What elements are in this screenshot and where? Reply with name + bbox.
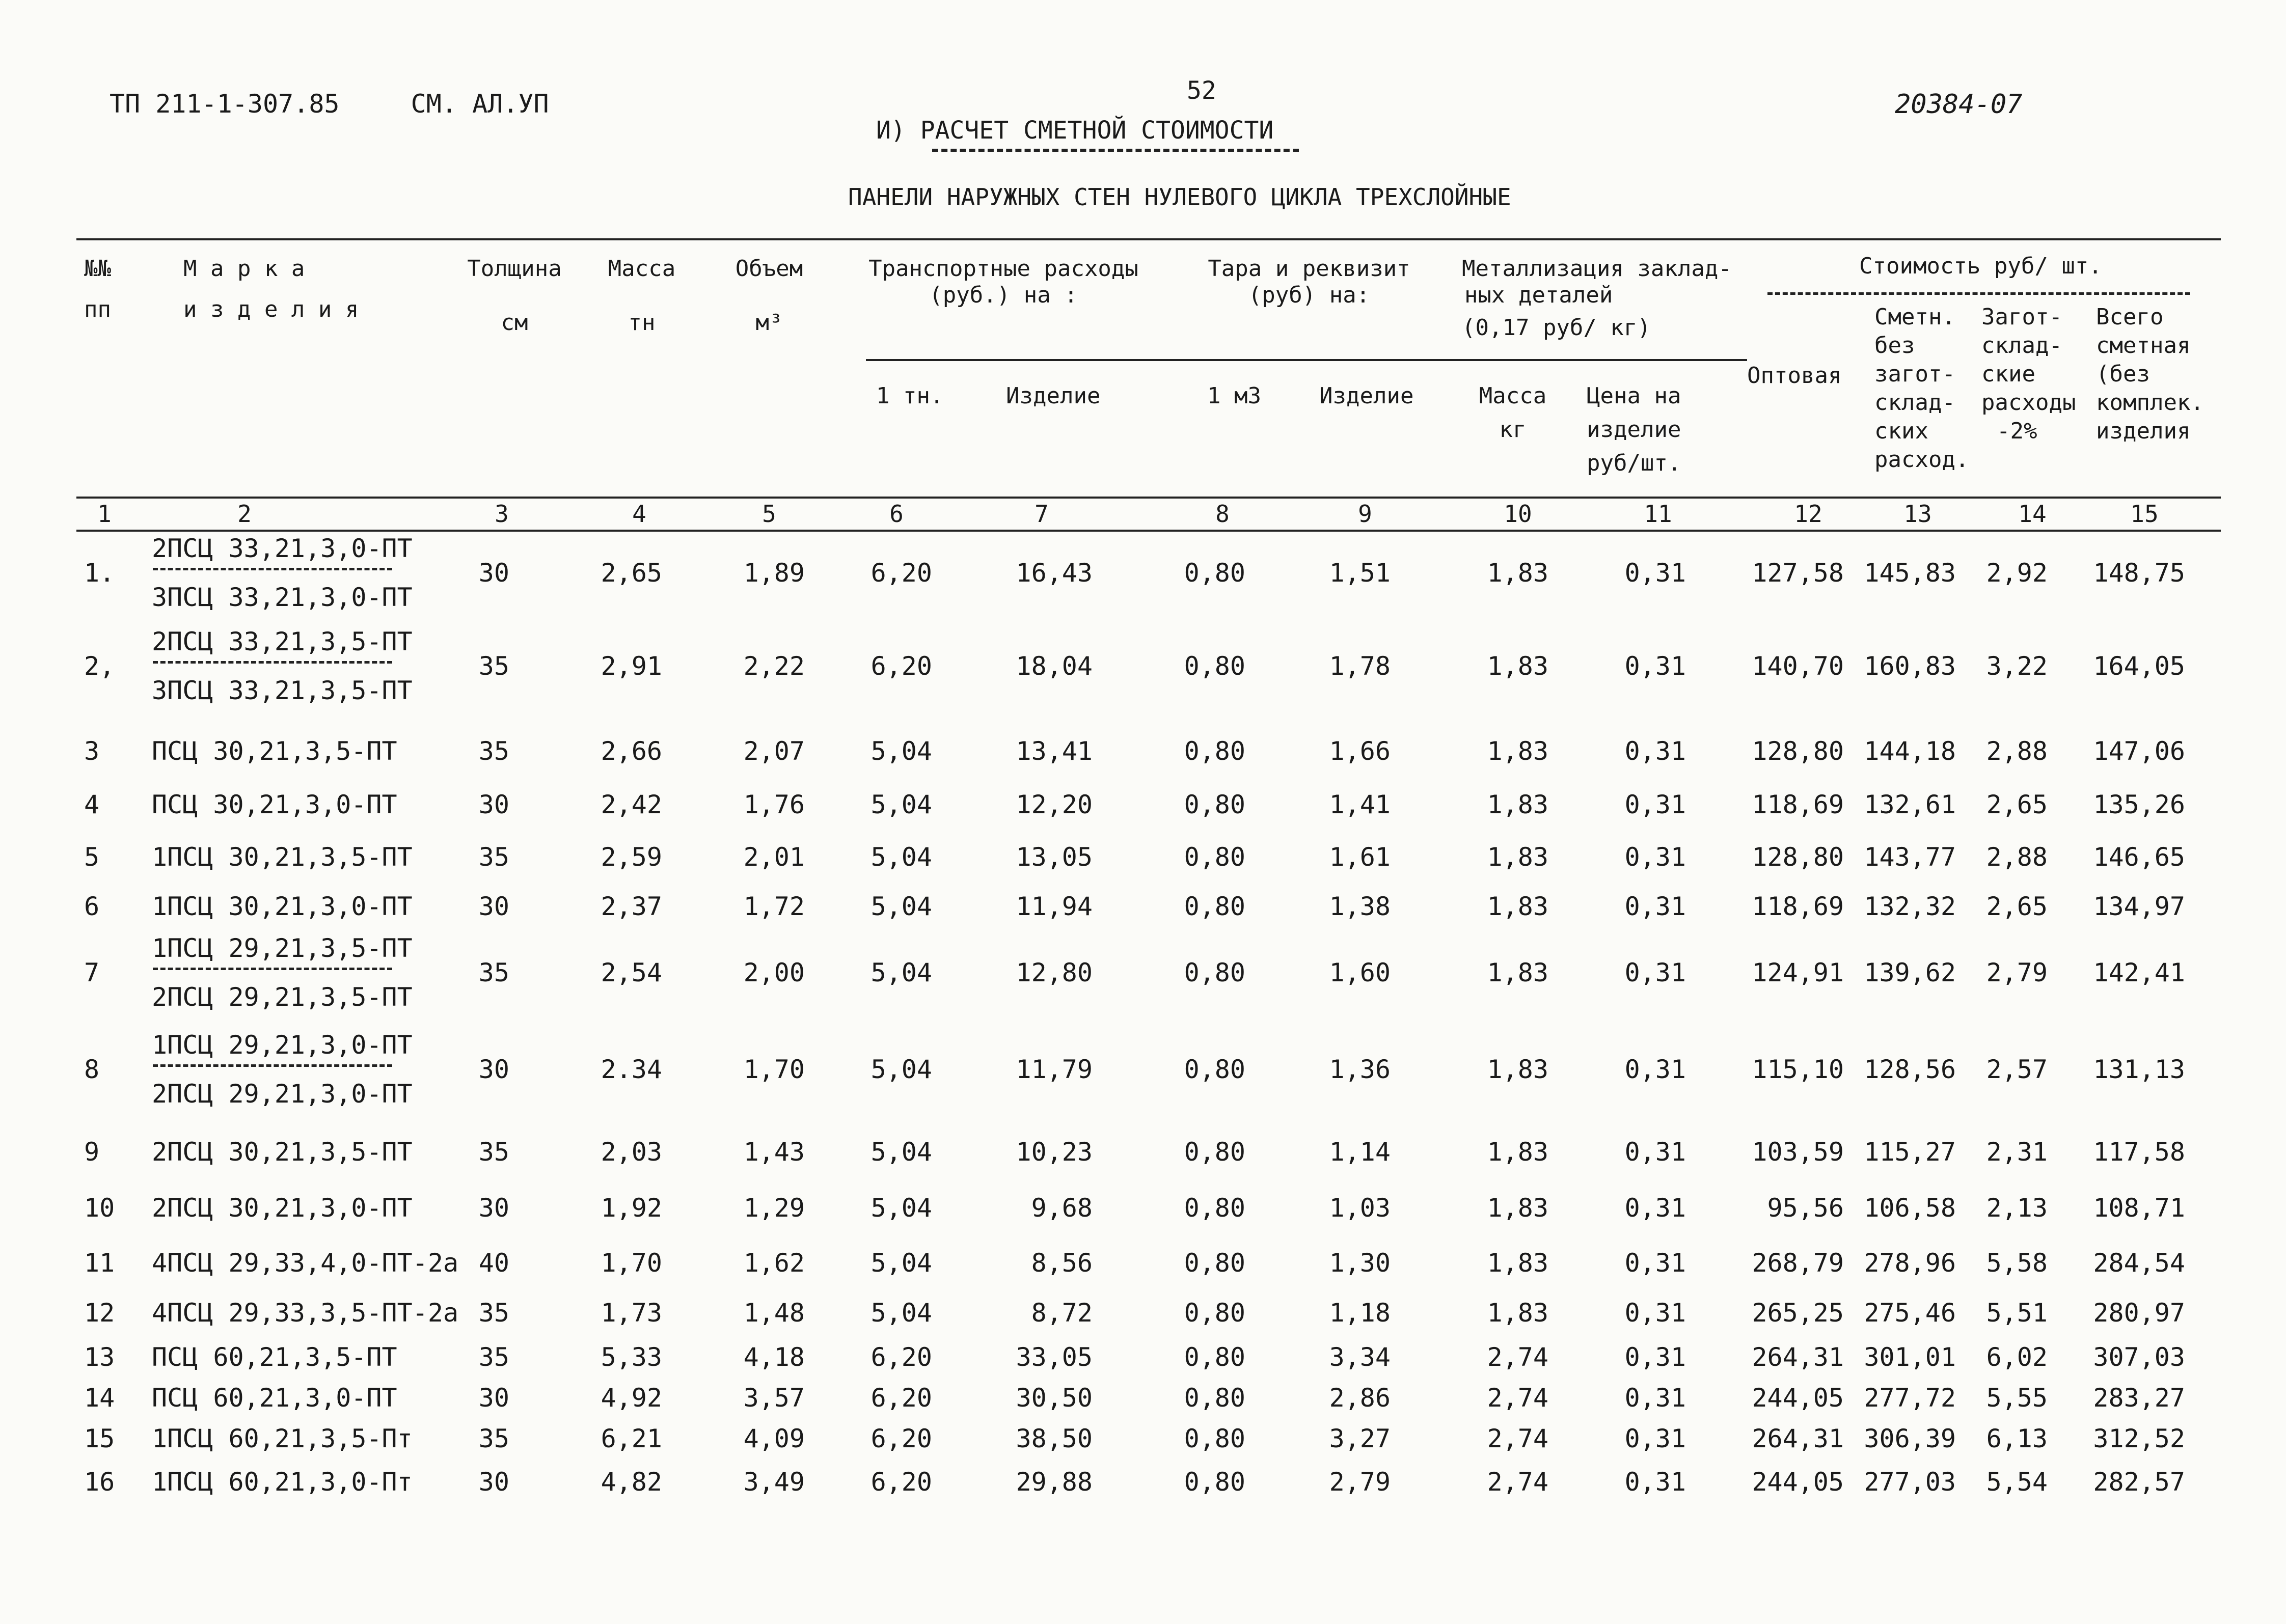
table-cell: 1,03 — [1329, 1193, 1391, 1223]
table-cell: 2,65 — [1986, 790, 2048, 819]
product-mark: 1ПСЦ 30,21,3,5-ПТ — [152, 842, 413, 872]
table-cell: 106,58 — [1864, 1193, 1956, 1223]
table-cell: 108,71 — [2093, 1193, 2185, 1223]
table-cell: 139,62 — [1864, 958, 1956, 987]
page-number: 52 — [1187, 76, 1216, 105]
column-number: 12 — [1794, 500, 1822, 528]
col-num-header: №№ пп — [84, 256, 111, 322]
table-cell: 1,36 — [1329, 1055, 1391, 1084]
table-cell: 6,20 — [870, 651, 932, 681]
table-cell: 0,31 — [1624, 558, 1686, 588]
table-cell: 0,80 — [1184, 1342, 1245, 1372]
title-underline — [932, 149, 1299, 152]
table-cell: 3,34 — [1329, 1342, 1391, 1372]
table-cell: 1,83 — [1487, 892, 1548, 921]
table-cell: 1,51 — [1329, 558, 1391, 588]
product-mark: 1ПСЦ 60,21,3,0-Пт — [152, 1467, 413, 1497]
column-number: 15 — [2130, 500, 2159, 528]
table-cell: 2,13 — [1986, 1193, 2048, 1223]
col-metal-header: Металлизация заклад- ных деталей (0,17 руб/ кг) — [1462, 256, 1732, 341]
table-cell: 2,74 — [1487, 1424, 1548, 1453]
table-cell: 5,04 — [870, 790, 932, 819]
table-cell: 283,27 — [2093, 1383, 2185, 1413]
column-number: 9 — [1358, 500, 1372, 528]
table-cell: 5,04 — [870, 1248, 932, 1278]
row-number: 16 — [84, 1467, 115, 1497]
row-number: 7 — [84, 958, 100, 987]
table-cell: 30 — [478, 892, 509, 921]
row-number: 8 — [84, 1055, 100, 1084]
table-cell: 301,01 — [1864, 1342, 1956, 1372]
table-cell: 29,88 — [1016, 1467, 1093, 1497]
table-cell: 140,70 — [1752, 651, 1844, 681]
table-cell: 2,57 — [1986, 1055, 2048, 1084]
table-cell: 10,23 — [1016, 1137, 1093, 1167]
table-cell: 0,31 — [1624, 1383, 1686, 1413]
table-cell: 5,54 — [1986, 1467, 2048, 1497]
table-cell: 6,13 — [1986, 1424, 2048, 1453]
mark-divider — [153, 1064, 392, 1067]
table-cell: 5,51 — [1986, 1298, 2048, 1328]
table-cell: 118,69 — [1752, 892, 1844, 921]
column-number: 5 — [762, 500, 776, 528]
col-tare-m3: 1 м3 — [1207, 383, 1261, 409]
table-cell: 2,00 — [743, 958, 805, 987]
table-cell: 1,38 — [1329, 892, 1391, 921]
table-cell: 2,54 — [601, 958, 662, 987]
product-mark-alt: 2ПСЦ 29,21,3,0-ПТ — [152, 1079, 413, 1109]
table-cell: 1,18 — [1329, 1298, 1391, 1328]
table-cell: 282,57 — [2093, 1467, 2185, 1497]
product-mark: ПСЦ 60,21,3,0-ПТ — [152, 1383, 397, 1413]
row-number: 3 — [84, 736, 100, 766]
table-cell: 3,22 — [1986, 651, 2048, 681]
table-cell: 11,94 — [1016, 892, 1093, 921]
table-cell: 280,97 — [2093, 1298, 2185, 1328]
sheet-ref: СМ. АЛ.УП — [411, 89, 549, 119]
table-cell: 4,92 — [601, 1383, 662, 1413]
table-cell: 35 — [478, 1424, 509, 1453]
table-cell: 4,09 — [743, 1424, 805, 1453]
page-subtitle: ПАНЕЛИ НАРУЖНЫХ СТЕН НУЛЕВОГО ЦИКЛА ТРЕХСЛОЙНЫЕ — [848, 183, 1511, 211]
table-cell: 9,68 — [1031, 1193, 1093, 1223]
table-cell: 35 — [478, 1298, 509, 1328]
row-number: 14 — [84, 1383, 115, 1413]
product-mark: 1ПСЦ 30,21,3,0-ПТ — [152, 892, 413, 921]
col-tare-item: Изделие — [1319, 383, 1414, 409]
table-cell: 0,31 — [1624, 1424, 1686, 1453]
row-number: 5 — [84, 842, 100, 872]
table-cell: 147,06 — [2093, 736, 2185, 766]
row-number: 10 — [84, 1193, 115, 1223]
row-number: 15 — [84, 1424, 115, 1453]
product-mark: 1ПСЦ 29,21,3,0-ПТ — [152, 1030, 413, 1060]
product-mark: ПСЦ 30,21,3,5-ПТ — [152, 736, 397, 766]
table-cell: 244,05 — [1752, 1383, 1844, 1413]
table-cell: 284,54 — [2093, 1248, 2185, 1278]
table-cell: 6,21 — [601, 1424, 662, 1453]
table-cell: 1,83 — [1487, 1055, 1548, 1084]
table-cell: 103,59 — [1752, 1137, 1844, 1167]
table-cell: 115,27 — [1864, 1137, 1956, 1167]
table-cell: 117,58 — [2093, 1137, 2185, 1167]
column-number: 3 — [495, 500, 509, 528]
table-cell: 0,31 — [1624, 1137, 1686, 1167]
table-cell: 3,57 — [743, 1383, 805, 1413]
col-thickness-header: Толщина см — [467, 256, 562, 336]
table-cell: 2,79 — [1329, 1467, 1391, 1497]
table-cell: 35 — [478, 651, 509, 681]
table-cell: 6,20 — [870, 1424, 932, 1453]
product-mark: ПСЦ 30,21,3,0-ПТ — [152, 790, 397, 819]
col-mark-header: М а р к а и з д е л и я — [183, 256, 359, 322]
table-cell: 35 — [478, 736, 509, 766]
table-cell: 1,83 — [1487, 958, 1548, 987]
product-mark-alt: 3ПСЦ 33,21,3,0-ПТ — [152, 583, 413, 612]
table-cell: 4,82 — [601, 1467, 662, 1497]
table-cell: 2.34 — [601, 1055, 662, 1084]
row-number: 11 — [84, 1248, 115, 1278]
table-cell: 0,31 — [1624, 958, 1686, 987]
table-cell: 0,80 — [1184, 1055, 1245, 1084]
table-cell: 2,74 — [1487, 1342, 1548, 1372]
table-cell: 0,80 — [1184, 892, 1245, 921]
mark-divider — [153, 968, 392, 970]
table-cell: 1,78 — [1329, 651, 1391, 681]
table-cell: 1,62 — [743, 1248, 805, 1278]
product-mark: ПСЦ 60,21,3,5-ПТ — [152, 1342, 397, 1372]
table-cell: 0,80 — [1184, 736, 1245, 766]
col-tare-header: Тара и реквизит (руб) на: — [1208, 256, 1410, 308]
table-cell: 264,31 — [1752, 1424, 1844, 1453]
table-cell: 278,96 — [1864, 1248, 1956, 1278]
mark-divider — [153, 568, 392, 570]
column-number: 14 — [2018, 500, 2047, 528]
product-mark: 4ПСЦ 29,33,4,0-ПТ-2а — [152, 1248, 459, 1278]
table-cell: 2,31 — [1986, 1137, 2048, 1167]
col-metal-price: Цена на изделие руб/шт. — [1587, 383, 1681, 476]
subheader-rule — [866, 359, 1747, 361]
table-cell: 0,31 — [1624, 1342, 1686, 1372]
table-cell: 0,31 — [1624, 651, 1686, 681]
table-cell: 145,83 — [1864, 558, 1956, 588]
table-cell: 0,80 — [1184, 1424, 1245, 1453]
table-cell: 1,76 — [743, 790, 805, 819]
table-cell: 2,79 — [1986, 958, 2048, 987]
table-cell: 160,83 — [1864, 651, 1956, 681]
table-cell: 1,48 — [743, 1298, 805, 1328]
table-cell: 2,59 — [601, 842, 662, 872]
table-cell: 268,79 — [1752, 1248, 1844, 1278]
doc-code: ТП 211-1-307.85 — [110, 89, 340, 119]
cost-group-dashed-rule — [1767, 292, 2190, 295]
table-cell: 3,49 — [743, 1467, 805, 1497]
table-cell: 244,05 — [1752, 1467, 1844, 1497]
row-number: 6 — [84, 892, 100, 921]
table-cell: 277,03 — [1864, 1467, 1956, 1497]
table-cell: 275,46 — [1864, 1298, 1956, 1328]
table-cell: 118,69 — [1752, 790, 1844, 819]
table-cell: 6,20 — [870, 1342, 932, 1372]
table-cell: 0,80 — [1184, 1193, 1245, 1223]
table-cell: 13,41 — [1016, 736, 1093, 766]
table-cell: 2,01 — [743, 842, 805, 872]
table-cell: 0,80 — [1184, 1248, 1245, 1278]
table-cell: 0,31 — [1624, 1248, 1686, 1278]
table-cell: 6,20 — [870, 558, 932, 588]
table-cell: 95,56 — [1767, 1193, 1844, 1223]
table-cell: 2,22 — [743, 651, 805, 681]
table-cell: 0,80 — [1184, 1383, 1245, 1413]
table-cell: 5,04 — [870, 736, 932, 766]
doc-number: 20384-07 — [1895, 89, 2023, 120]
table-cell: 1,83 — [1487, 842, 1548, 872]
table-cell: 127,58 — [1752, 558, 1844, 588]
column-number: 7 — [1035, 500, 1049, 528]
row-number: 2, — [84, 651, 115, 681]
table-cell: 1,83 — [1487, 558, 1548, 588]
table-cell: 6,20 — [870, 1467, 932, 1497]
table-cell: 5,33 — [601, 1342, 662, 1372]
table-cell: 0,31 — [1624, 892, 1686, 921]
table-cell: 134,97 — [2093, 892, 2185, 921]
table-cell: 148,75 — [2093, 558, 2185, 588]
table-cell: 5,04 — [870, 892, 932, 921]
table-cell: 0,80 — [1184, 558, 1245, 588]
table-cell: 312,52 — [2093, 1424, 2185, 1453]
table-cell: 131,13 — [2093, 1055, 2185, 1084]
column-number: 6 — [889, 500, 904, 528]
table-cell: 30,50 — [1016, 1383, 1093, 1413]
product-mark: 2ПСЦ 30,21,3,0-ПТ — [152, 1193, 413, 1223]
table-cell: 0,80 — [1184, 1467, 1245, 1497]
column-number: 2 — [237, 500, 252, 528]
table-cell: 1,72 — [743, 892, 805, 921]
table-cell: 5,04 — [870, 842, 932, 872]
table-cell: 38,50 — [1016, 1424, 1093, 1453]
row-number: 1. — [84, 558, 115, 588]
table-cell: 0,31 — [1624, 1193, 1686, 1223]
table-cell: 30 — [478, 1055, 509, 1084]
table-cell: 2,07 — [743, 736, 805, 766]
col-estimate-no-ws: Сметн. без загот- склад- ских расход. — [1874, 304, 1969, 473]
table-cell: 1,43 — [743, 1137, 805, 1167]
table-cell: 132,61 — [1864, 790, 1956, 819]
table-cell: 0,80 — [1184, 651, 1245, 681]
table-cell: 16,43 — [1016, 558, 1093, 588]
table-cell: 1,83 — [1487, 651, 1548, 681]
table-cell: 142,41 — [2093, 958, 2185, 987]
table-cell: 30 — [478, 1193, 509, 1223]
col-transport-header: Транспортные расходы (руб.) на : — [868, 256, 1138, 308]
table-cell: 18,04 — [1016, 651, 1093, 681]
product-mark-alt: 3ПСЦ 33,21,3,5-ПТ — [152, 676, 413, 705]
table-cell: 1,83 — [1487, 790, 1548, 819]
table-cell: 264,31 — [1752, 1342, 1844, 1372]
col-warehouse-expenses: Загот- склад- ские расходы -2% — [1981, 304, 2076, 444]
mark-divider — [153, 661, 392, 664]
table-cell: 0,80 — [1184, 842, 1245, 872]
table-cell: 1,61 — [1329, 842, 1391, 872]
table-cell: 306,39 — [1864, 1424, 1956, 1453]
column-number: 1 — [97, 500, 112, 528]
table-cell: 5,04 — [870, 958, 932, 987]
table-cell: 0,31 — [1624, 1467, 1686, 1497]
table-cell: 33,05 — [1016, 1342, 1093, 1372]
table-cell: 277,72 — [1864, 1383, 1956, 1413]
table-cell: 2,74 — [1487, 1383, 1548, 1413]
table-cell: 1,73 — [601, 1298, 662, 1328]
table-cell: 143,77 — [1864, 842, 1956, 872]
table-cell: 124,91 — [1752, 958, 1844, 987]
table-cell: 1,41 — [1329, 790, 1391, 819]
table-cell: 0,31 — [1624, 842, 1686, 872]
table-cell: 2,03 — [601, 1137, 662, 1167]
product-mark: 2ПСЦ 33,21,3,0-ПТ — [152, 534, 413, 563]
table-cell: 2,92 — [1986, 558, 2048, 588]
table-cell: 35 — [478, 958, 509, 987]
row-number: 13 — [84, 1342, 115, 1372]
table-cell: 11,79 — [1016, 1055, 1093, 1084]
table-cell: 0,31 — [1624, 1298, 1686, 1328]
header-bottom-rule — [76, 497, 2221, 499]
table-cell: 146,65 — [2093, 842, 2185, 872]
table-cell: 40 — [478, 1248, 509, 1278]
table-cell: 5,55 — [1986, 1383, 2048, 1413]
table-cell: 0,80 — [1184, 1298, 1245, 1328]
table-cell: 144,18 — [1864, 736, 1956, 766]
table-cell: 128,56 — [1864, 1055, 1956, 1084]
table-cell: 8,56 — [1031, 1248, 1093, 1278]
table-cell: 2,74 — [1487, 1467, 1548, 1497]
table-cell: 0,31 — [1624, 1055, 1686, 1084]
row-number: 12 — [84, 1298, 115, 1328]
table-cell: 30 — [478, 1467, 509, 1497]
table-cell: 12,20 — [1016, 790, 1093, 819]
table-cell: 0,80 — [1184, 958, 1245, 987]
col-transport-item: Изделие — [1006, 383, 1101, 409]
table-cell: 1,89 — [743, 558, 805, 588]
table-cell: 0,31 — [1624, 790, 1686, 819]
table-cell: 2,65 — [1986, 892, 2048, 921]
table-cell: 5,04 — [870, 1137, 932, 1167]
table-cell: 0,31 — [1624, 736, 1686, 766]
product-mark: 4ПСЦ 29,33,3,5-ПТ-2а — [152, 1298, 459, 1328]
table-cell: 30 — [478, 558, 509, 588]
table-top-rule — [76, 238, 2221, 240]
table-cell: 8,72 — [1031, 1298, 1093, 1328]
product-mark: 2ПСЦ 30,21,3,5-ПТ — [152, 1137, 413, 1167]
table-cell: 1,30 — [1329, 1248, 1391, 1278]
table-cell: 0,80 — [1184, 790, 1245, 819]
table-cell: 1,83 — [1487, 1248, 1548, 1278]
table-cell: 1,70 — [601, 1248, 662, 1278]
col-total-estimate: Всего сметная (без комплек. изделия — [2096, 304, 2204, 444]
col-cost-group-header: Стоимость руб/ шт. — [1859, 253, 2102, 279]
col-mass-header: Масса тн — [608, 256, 676, 336]
col-volume-header: Объем м³ — [735, 256, 803, 336]
table-cell: 6,20 — [870, 1383, 932, 1413]
table-cell: 2,65 — [601, 558, 662, 588]
table-cell: 3,27 — [1329, 1424, 1391, 1453]
table-cell: 128,80 — [1752, 736, 1844, 766]
table-cell: 307,03 — [2093, 1342, 2185, 1372]
product-mark: 2ПСЦ 33,21,3,5-ПТ — [152, 627, 413, 656]
table-cell: 5,04 — [870, 1193, 932, 1223]
table-cell: 2,37 — [601, 892, 662, 921]
table-cell: 6,02 — [1986, 1342, 2048, 1372]
column-number: 10 — [1504, 500, 1532, 528]
table-cell: 12,80 — [1016, 958, 1093, 987]
table-cell: 1,83 — [1487, 1193, 1548, 1223]
table-cell: 1,83 — [1487, 1298, 1548, 1328]
table-cell: 35 — [478, 1342, 509, 1372]
product-mark: 1ПСЦ 29,21,3,5-ПТ — [152, 933, 413, 963]
table-cell: 1,92 — [601, 1193, 662, 1223]
table-cell: 2,86 — [1329, 1383, 1391, 1413]
table-cell: 2,42 — [601, 790, 662, 819]
table-cell: 164,05 — [2093, 651, 2185, 681]
table-cell: 4,18 — [743, 1342, 805, 1372]
row-number: 9 — [84, 1137, 100, 1167]
table-cell: 35 — [478, 1137, 509, 1167]
table-cell: 128,80 — [1752, 842, 1844, 872]
row-number: 4 — [84, 790, 100, 819]
col-transport-ton: 1 тн. — [876, 383, 944, 409]
table-cell: 30 — [478, 790, 509, 819]
table-cell: 115,10 — [1752, 1055, 1844, 1084]
table-cell: 5,04 — [870, 1298, 932, 1328]
table-cell: 1,66 — [1329, 736, 1391, 766]
column-number: 11 — [1644, 500, 1672, 528]
document-header — [110, 89, 605, 119]
table-cell: 132,32 — [1864, 892, 1956, 921]
table-cell: 265,25 — [1752, 1298, 1844, 1328]
table-cell: 1,83 — [1487, 736, 1548, 766]
table-cell: 1,29 — [743, 1193, 805, 1223]
table-cell: 30 — [478, 1383, 509, 1413]
column-number: 8 — [1215, 500, 1230, 528]
table-cell: 5,58 — [1986, 1248, 2048, 1278]
table-cell: 2,88 — [1986, 736, 2048, 766]
table-cell: 1,83 — [1487, 1137, 1548, 1167]
product-mark-alt: 2ПСЦ 29,21,3,5-ПТ — [152, 982, 413, 1012]
product-mark: 1ПСЦ 60,21,3,5-Пт — [152, 1424, 413, 1453]
col-wholesale: Оптовая — [1747, 363, 1842, 389]
column-number: 4 — [632, 500, 646, 528]
table-cell: 1,14 — [1329, 1137, 1391, 1167]
table-cell: 5,04 — [870, 1055, 932, 1084]
table-cell: 0,80 — [1184, 1137, 1245, 1167]
table-cell: 35 — [478, 842, 509, 872]
table-cell: 2,88 — [1986, 842, 2048, 872]
table-cell: 13,05 — [1016, 842, 1093, 872]
table-cell: 1,70 — [743, 1055, 805, 1084]
column-number: 13 — [1903, 500, 1932, 528]
col-metal-mass: Масса кг — [1479, 383, 1547, 443]
table-cell: 2,66 — [601, 736, 662, 766]
table-cell: 2,91 — [601, 651, 662, 681]
page-title: И) РАСЧЕТ СМЕТНОЙ СТОИМОСТИ — [876, 116, 1274, 145]
numbers-bottom-rule — [76, 530, 2221, 532]
table-cell: 1,60 — [1329, 958, 1391, 987]
table-cell: 135,26 — [2093, 790, 2185, 819]
